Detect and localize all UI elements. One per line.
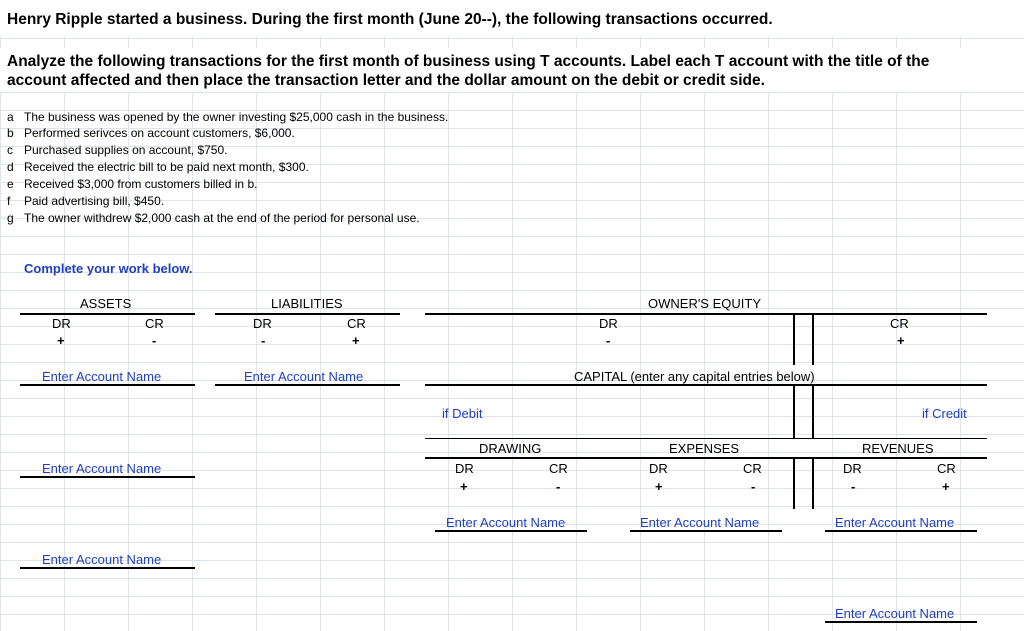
revenues-cr-sign: + (942, 479, 950, 494)
equity-dr-sign: - (606, 333, 611, 348)
account-name-field[interactable]: Enter Account Name (835, 515, 955, 530)
if-credit-label: if Credit (922, 406, 967, 421)
account-name-field[interactable]: Enter Account Name (244, 369, 364, 384)
account-t-line (20, 567, 195, 569)
capital-divider-right (812, 384, 814, 438)
expenses-cr-label: CR (743, 461, 762, 476)
drawing-dr-label: DR (455, 461, 474, 476)
account-name-field[interactable]: Enter Account Name (446, 515, 566, 530)
revenues-dr-label: DR (843, 461, 862, 476)
expenses-dr-label: DR (649, 461, 668, 476)
drawing-title: DRAWING (479, 441, 542, 456)
account-name-field[interactable]: Enter Account Name (835, 606, 955, 621)
equity-cr-sign: + (897, 333, 905, 348)
drawing-cr-label: CR (549, 461, 568, 476)
liabilities-title: LIABILITIES (271, 296, 343, 311)
account-t-line (20, 384, 195, 386)
capital-label: CAPITAL (enter any capital entries below) (574, 369, 815, 384)
account-t-line (825, 621, 977, 623)
assets-cr-sign: - (152, 333, 157, 348)
equity-divider-right (812, 313, 814, 365)
assets-dr-sign: + (57, 333, 65, 348)
equity-bottom-rule (425, 438, 987, 439)
expenses-cr-sign: - (751, 479, 756, 494)
assets-dr-label: DR (52, 316, 71, 331)
account-name-field[interactable]: Enter Account Name (42, 552, 162, 567)
liabilities-cr-sign: + (352, 333, 360, 348)
account-name-field[interactable]: Enter Account Name (42, 461, 162, 476)
transaction-item: a The business was opened by the owner investing $25,000 cash in the business. (7, 110, 449, 124)
assets-t-line (20, 313, 195, 315)
account-t-line (20, 476, 195, 478)
drawing-dr-sign: + (460, 479, 468, 494)
liabilities-cr-label: CR (347, 316, 366, 331)
revenues-dr-sign: - (851, 479, 856, 494)
problem-intro: Henry Ripple started a business. During the first month (June 20--), the following transactions occurred. (7, 11, 773, 28)
problem-instruction-line2: account affected and then place the transaction letter and the dollar amount on the debit or credit side. (7, 72, 765, 89)
account-name-field[interactable]: Enter Account Name (640, 515, 760, 530)
equity-cr-label: CR (890, 316, 909, 331)
equity-dr-label: DR (599, 316, 618, 331)
liabilities-dr-sign: - (261, 333, 266, 348)
account-t-line (825, 530, 977, 532)
transaction-item: f Paid advertising bill, $450. (7, 194, 165, 208)
complete-work-label: Complete your work below. (24, 261, 193, 276)
account-t-line (215, 384, 400, 386)
assets-title: ASSETS (80, 296, 132, 311)
account-name-field[interactable]: Enter Account Name (42, 369, 162, 384)
drawing-cr-sign: - (556, 479, 561, 494)
liabilities-t-line (215, 313, 400, 315)
sub-accounts-t-line (425, 457, 987, 459)
if-debit-label: if Debit (442, 406, 483, 421)
equity-title: OWNER'S EQUITY (648, 296, 761, 311)
liabilities-dr-label: DR (253, 316, 272, 331)
transaction-item: b Performed serivces on account customers, $6,000. (7, 126, 295, 140)
sub-divider-right (812, 457, 814, 509)
capital-divider-left (793, 384, 795, 438)
transaction-item: c Purchased supplies on account, $750. (7, 143, 228, 157)
expenses-title: EXPENSES (669, 441, 740, 456)
sub-divider-left (793, 457, 795, 509)
account-t-line (630, 530, 782, 532)
equity-t-line (425, 313, 987, 315)
transaction-item: e Received $3,000 from customers billed in b. (7, 177, 258, 191)
equity-divider-left (793, 313, 795, 365)
transaction-item: d Received the electric bill to be paid next month, $300. (7, 160, 309, 174)
transaction-item: g The owner withdrew $2,000 cash at the end of the period for personal use. (7, 211, 420, 225)
expenses-dr-sign: + (655, 479, 663, 494)
capital-t-line (425, 384, 987, 386)
revenues-title: REVENUES (862, 441, 934, 456)
problem-instruction-line1: Analyze the following transactions for the first month of business using T accounts. Label each T account with the title of the (7, 53, 930, 70)
assets-cr-label: CR (145, 316, 164, 331)
revenues-cr-label: CR (937, 461, 956, 476)
account-t-line (435, 530, 587, 532)
